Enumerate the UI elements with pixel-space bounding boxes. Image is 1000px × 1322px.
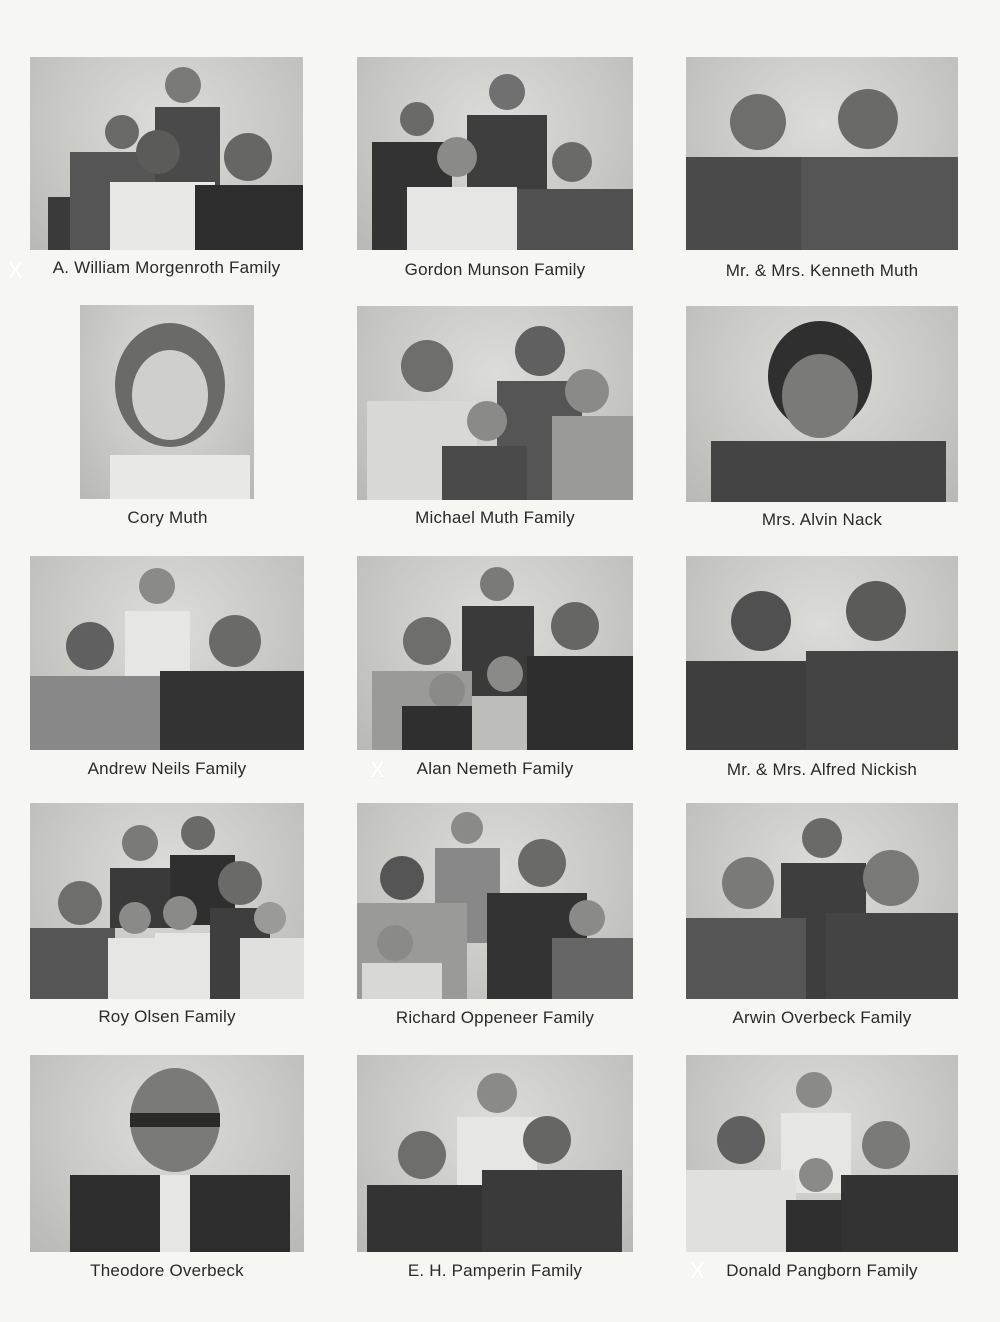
family-portrait-photo	[30, 803, 304, 999]
portrait-silhouettes	[30, 556, 304, 750]
portrait-card	[30, 556, 304, 781]
portrait-card	[30, 57, 303, 282]
family-portrait-photo	[357, 803, 633, 999]
single-portrait-photo	[80, 305, 254, 499]
portrait-silhouettes	[686, 1055, 958, 1252]
portrait-caption: Donald Pangborn Family	[726, 1261, 918, 1280]
portrait-card	[357, 803, 633, 1031]
family-portrait-photo	[30, 556, 304, 750]
single-portrait-photo	[686, 306, 958, 502]
portrait-silhouettes	[357, 803, 633, 999]
portrait-caption: Cory Muth	[127, 508, 208, 527]
portrait-card	[357, 57, 633, 282]
family-portrait-photo	[30, 57, 303, 250]
portrait-silhouettes	[686, 57, 958, 250]
portrait-caption: A. William Morgenroth Family	[52, 258, 281, 277]
portrait-caption: Alan Nemeth Family	[416, 759, 574, 778]
handwritten-check-mark: X	[8, 258, 23, 283]
portrait-silhouettes	[686, 556, 958, 750]
portrait-card	[357, 556, 633, 781]
family-portrait-photo	[357, 1055, 633, 1252]
portrait-card	[686, 1055, 958, 1285]
portrait-silhouettes	[357, 556, 633, 750]
portrait-caption: Roy Olsen Family	[98, 1007, 236, 1026]
portrait-silhouettes	[686, 306, 958, 502]
portrait-caption: Andrew Neils Family	[87, 759, 247, 778]
handwritten-check-mark: X	[690, 1258, 705, 1283]
portrait-card	[686, 556, 958, 781]
portrait-caption: Richard Oppeneer Family	[395, 1008, 595, 1027]
portrait-card	[30, 803, 304, 1031]
family-portrait-photo	[357, 306, 633, 500]
portrait-silhouettes	[357, 1055, 633, 1252]
portrait-card	[80, 305, 255, 530]
portrait-card	[686, 57, 958, 282]
portrait-caption: Arwin Overbeck Family	[732, 1008, 912, 1027]
couple-portrait-photo	[686, 556, 958, 750]
family-portrait-photo	[357, 57, 633, 250]
portrait-caption: Gordon Munson Family	[404, 260, 586, 279]
portrait-card	[30, 1055, 304, 1285]
handwritten-check-mark: X	[370, 757, 385, 782]
portrait-silhouettes	[686, 803, 958, 999]
portrait-card	[357, 306, 633, 531]
family-portrait-photo	[357, 556, 633, 750]
portrait-silhouettes	[80, 305, 254, 499]
portrait-silhouettes	[357, 57, 633, 250]
portrait-caption: Mr. & Mrs. Kenneth Muth	[725, 261, 919, 280]
portrait-caption: Mrs. Alvin Nack	[761, 510, 883, 529]
portrait-caption: Michael Muth Family	[415, 508, 575, 527]
portrait-silhouettes	[30, 57, 303, 250]
portrait-card	[686, 306, 958, 531]
portrait-card	[357, 1055, 633, 1285]
portrait-card	[686, 803, 958, 1031]
single-portrait-photo	[30, 1055, 304, 1252]
portrait-caption: E. H. Pamperin Family	[407, 1261, 583, 1280]
portrait-caption: Theodore Overbeck	[90, 1261, 244, 1280]
portrait-caption: Mr. & Mrs. Alfred Nickish	[726, 760, 918, 779]
family-portrait-photo	[686, 1055, 958, 1252]
portrait-silhouettes	[30, 1055, 304, 1252]
couple-portrait-photo	[686, 57, 958, 250]
portrait-silhouettes	[357, 306, 633, 500]
family-portrait-photo	[686, 803, 958, 999]
portrait-silhouettes	[30, 803, 304, 999]
